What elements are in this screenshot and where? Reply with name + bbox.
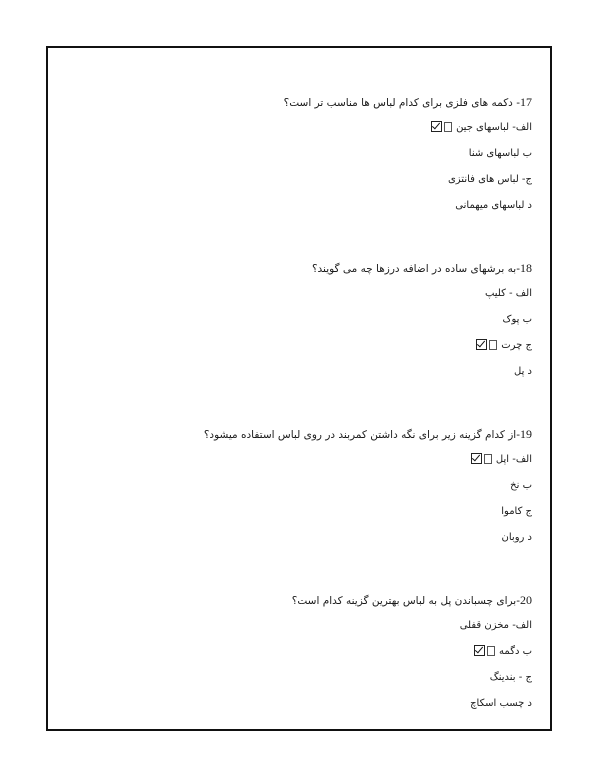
option-label: د چسب اسکاچ [470,698,532,709]
question-text: -از کدام گزینه زیر برای نگه داشتن کمربند در روی لباس استفاده میشود؟ [203,429,520,441]
option-be [92,313,532,327]
option-label: ب دگمه [499,646,532,657]
empty-box-icon [444,122,452,132]
checked-box-icon [431,121,442,132]
option-alef [92,619,532,633]
option-label: ج کاموا [501,506,532,517]
empty-box-icon [489,340,497,350]
checked-box-icon [476,339,487,350]
checked-box-icon [474,645,485,656]
option-jim [92,505,532,519]
option-be [92,479,532,493]
question-title [92,95,532,109]
option-jim [92,339,532,353]
option-label: ب پوک [502,314,532,325]
question-20 [92,593,532,711]
option-alef [92,453,532,467]
question-title [92,261,532,275]
empty-box-icon [487,646,495,656]
question-number: 20 [520,593,532,607]
option-alef [92,121,532,135]
option-label: الف- لباسهای جین [456,122,532,133]
option-dal [92,697,532,711]
option-label: الف - کلیپ [484,288,532,299]
option-be [92,645,532,659]
question-title [92,593,532,607]
option-label: ب نخ [510,480,532,491]
option-be [92,147,532,161]
question-text: -برای چسباندن پل به لباس بهترین گزینه کدام است؟ [291,595,520,607]
option-label: د روبان [501,532,532,543]
option-label: الف- اپل [495,454,532,465]
option-jim [92,173,532,187]
option-label: الف- مخزن قفلی [459,620,532,631]
option-dal [92,199,532,213]
option-label: د پل [514,366,532,377]
option-dal [92,365,532,379]
answer-marks [471,453,492,469]
question-title [92,427,532,441]
question-19 [92,427,532,545]
question-number: 17 [520,95,532,109]
option-label: ج- لباس های فانتزی [447,174,532,185]
answer-marks [474,645,495,661]
option-dal [92,531,532,545]
question-17 [92,95,532,213]
checked-box-icon [471,453,482,464]
option-label: ج - بندینگ [489,672,532,683]
question-text: - دکمه های فلزی برای کدام لباس ها مناسب تر است؟ [283,97,520,109]
answer-marks [431,121,452,137]
option-label: ب لباسهای شنا [468,148,532,159]
option-jim [92,671,532,685]
option-label: د لباسهای میهمانی [455,200,532,211]
question-number: 19 [520,427,532,441]
question-text: -به برشهای ساده در اضافه درزها چه می گویند؟ [311,263,520,275]
answer-marks [476,339,497,355]
option-alef [92,287,532,301]
option-label: ج چرت [501,340,532,351]
question-18 [92,261,532,379]
quiz-content [92,95,532,759]
empty-box-icon [484,454,492,464]
question-number: 18 [520,261,532,275]
